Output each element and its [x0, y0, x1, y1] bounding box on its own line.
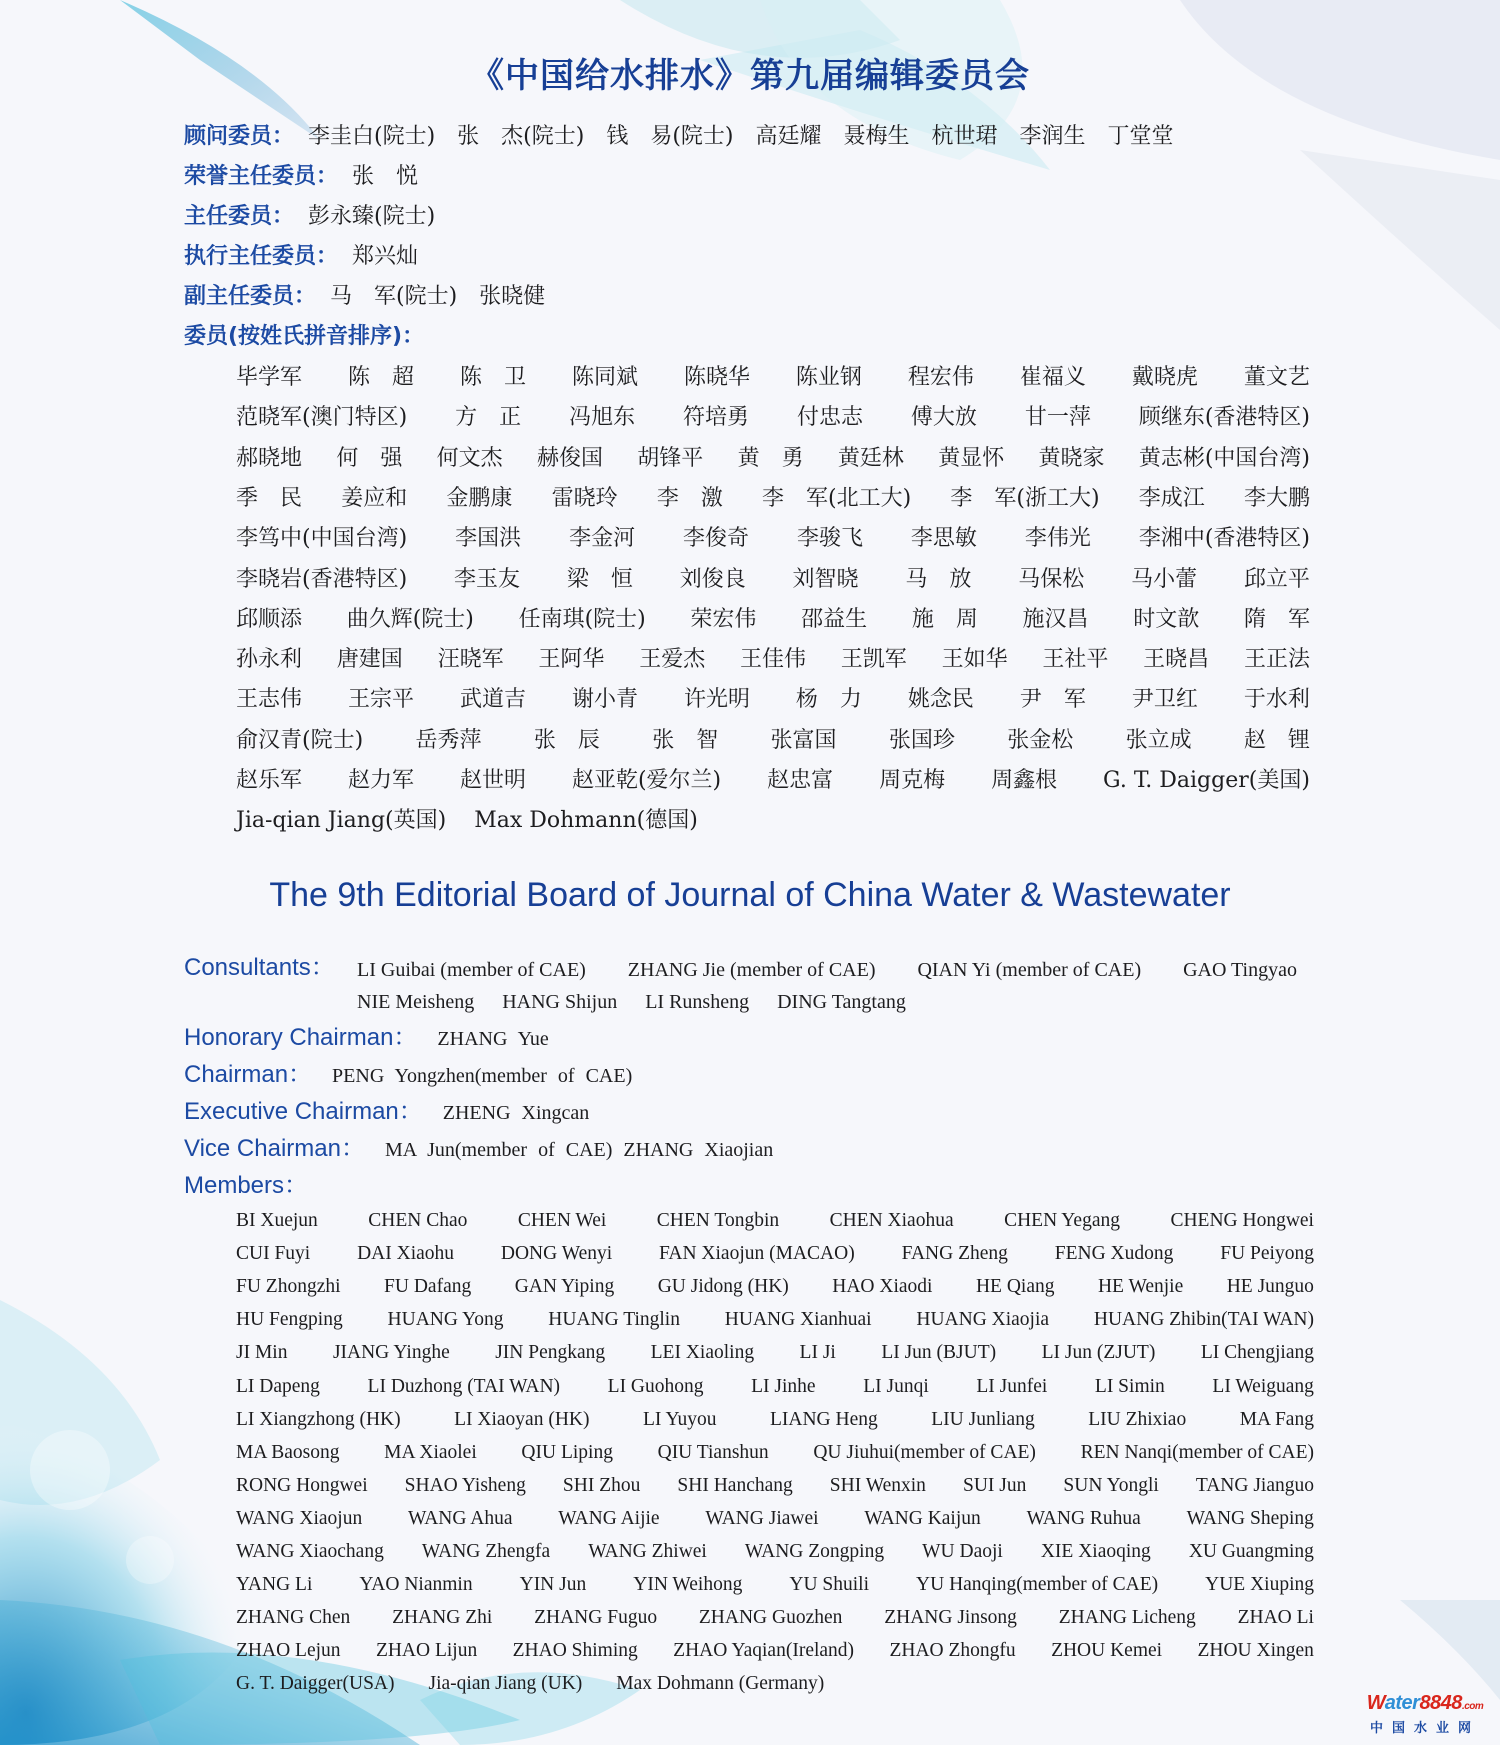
member-name: 范晓军(澳门特区): [236, 405, 408, 431]
member-name: GU Jidong (HK): [657, 1276, 789, 1298]
member-line: [236, 642, 1310, 678]
member-name: 邵益生: [801, 606, 868, 632]
member-name: 马小蕾: [1131, 566, 1198, 592]
logo-subtitle: 中国水业网: [1369, 1720, 1480, 1735]
member-name: 邱立平: [1243, 566, 1310, 592]
member-name: 付忠志: [796, 405, 863, 431]
member-line: [236, 400, 1310, 436]
cn-row-executive: [184, 240, 418, 274]
member-name: ZHANG Fuguo: [534, 1607, 658, 1629]
member-name: 李成江: [1138, 485, 1205, 511]
en-label: Chairman：: [184, 1061, 313, 1088]
member-name: 季 民: [236, 485, 303, 511]
en-label: Honorary Chairman：: [184, 1024, 418, 1051]
member-name: 方 正: [455, 405, 522, 431]
member-name: WANG Xiaojun: [236, 1507, 363, 1529]
member-name: 王凯军: [840, 647, 907, 673]
member-name: QIAN Yi (member of CAE): [917, 959, 1142, 981]
member-line: [236, 1270, 1314, 1303]
en-row-vice: [184, 1133, 773, 1165]
member-name: 赵乐军: [236, 768, 303, 793]
member-name: 董文艺: [1243, 365, 1310, 390]
member-line: [236, 682, 1310, 718]
member-name: CHEN Tongbin: [656, 1210, 780, 1231]
member-name: LI Duzhong (TAI WAN): [367, 1375, 561, 1397]
member-name: HE Wenjie: [1097, 1276, 1184, 1298]
member-name: 张富国: [770, 727, 837, 753]
member-name: 黄显怀: [938, 445, 1005, 471]
member-name: 傅大放: [910, 405, 977, 431]
member-name: 张 辰: [533, 727, 600, 753]
member-name: REN Nanqi(member of CAE): [1080, 1441, 1314, 1463]
member-name: ZHANG Chen: [236, 1607, 351, 1629]
member-name: 尹 军: [1019, 687, 1086, 713]
member-name: WANG Zhiwei: [588, 1541, 707, 1562]
member-name: 何 强: [336, 445, 403, 471]
en-value: MA Jun(member of CAE) ZHANG Xiaojian: [384, 1139, 774, 1161]
member-name: 陈 卫: [459, 365, 526, 390]
member-name: 周克梅: [879, 768, 946, 793]
member-name: TANG Jianguo: [1195, 1474, 1314, 1496]
en-row-consultants: [184, 952, 355, 984]
member-line: [357, 954, 1297, 986]
member-name: ZHANG Jie (member of CAE): [627, 959, 876, 981]
member-name: CHEN Wei: [517, 1210, 607, 1231]
member-name: 施汉昌: [1022, 606, 1089, 632]
member-name: 戴晓虎: [1131, 365, 1198, 390]
member-name: Jia-qian Jiang(英国): [236, 808, 447, 834]
member-name: 于水利: [1243, 687, 1310, 713]
member-name: 赵世明: [459, 768, 526, 793]
member-name: 赫俊国: [536, 445, 603, 471]
member-name: HAO Xiaodi: [832, 1276, 933, 1298]
member-name: 许光明: [683, 687, 750, 713]
member-name: LI Simin: [1094, 1375, 1165, 1397]
member-line: [236, 1535, 1314, 1568]
member-line: [357, 986, 1297, 1018]
member-name: 王如华: [941, 647, 1008, 673]
member-name: 马 放: [905, 566, 972, 592]
member-name: ZHANG Licheng: [1058, 1607, 1196, 1629]
member-name: SHI Wenxin: [829, 1474, 926, 1496]
member-name: 李国洪: [455, 526, 522, 552]
en-value: ZHANG Yue: [437, 1028, 549, 1050]
member-name: CUI Fuyi: [236, 1243, 311, 1265]
member-name: YU Shuili: [789, 1574, 870, 1596]
member-name: 黄晓家: [1038, 445, 1105, 471]
member-name: 李伟光: [1024, 526, 1091, 552]
member-name: 黄 勇: [737, 445, 804, 471]
member-line: [236, 1403, 1314, 1436]
cn-value: 郑兴灿: [352, 244, 419, 269]
logo-domain: .com: [1461, 1701, 1484, 1712]
cn-label: 委员(按姓氏拼音排序)：: [184, 324, 425, 349]
english-title: The 9th Editorial Board of Journal of China Water & Wastewater: [269, 876, 1231, 914]
member-name: 王宗平: [347, 687, 414, 713]
member-name: 邱顺添: [236, 606, 303, 632]
member-name: FENG Xudong: [1054, 1243, 1174, 1265]
cn-value: 马 军(院士) 张晓健: [330, 284, 546, 309]
member-line: [236, 562, 1310, 598]
member-name: ZHANG Guozhen: [698, 1607, 843, 1629]
member-name: HE Qiang: [975, 1276, 1055, 1298]
member-name: WANG Ruhua: [1026, 1507, 1141, 1529]
member-name: 王阿华: [538, 647, 605, 673]
member-name: 金鹏康: [446, 485, 513, 511]
member-name: LEI Xiaoling: [650, 1342, 755, 1364]
member-name: ZHAO Lijun: [375, 1640, 478, 1662]
member-name: 尹卫红: [1131, 687, 1198, 713]
member-name: YU Hanqing(member of CAE): [916, 1574, 1159, 1596]
member-name: HUANG Zhibin(TAI WAN): [1093, 1309, 1314, 1331]
member-name: 崔福义: [1019, 365, 1086, 390]
en-value: ZHENG Xingcan: [442, 1102, 590, 1124]
member-name: 周鑫根: [991, 768, 1058, 793]
member-name: CHENG Hongwei: [1170, 1210, 1314, 1231]
cn-label: 主任委员：: [184, 204, 295, 229]
member-name: HUANG Xiaojia: [916, 1309, 1050, 1331]
member-name: CHEN Xiaohua: [829, 1210, 954, 1231]
member-name: 姜应和: [341, 485, 408, 511]
member-name: 马保松: [1018, 566, 1085, 592]
en-label: Consultants：: [184, 954, 335, 981]
member-name: LI Weiguang: [1212, 1375, 1314, 1397]
member-name: HUANG Xianhuai: [724, 1309, 872, 1331]
en-row-members-heading: [184, 1170, 328, 1202]
member-name: HANG Shijun: [502, 991, 618, 1013]
member-line: [236, 1370, 1314, 1403]
member-name: 张立成: [1125, 727, 1192, 753]
member-name: LI Junfei: [976, 1375, 1048, 1397]
member-name: 王晓昌: [1143, 647, 1210, 673]
member-name: 雷晓玲: [551, 485, 618, 511]
chinese-title: 《中国给水排水》第九届编辑委员会: [470, 56, 1030, 96]
member-name: HE Junguo: [1226, 1276, 1314, 1298]
member-line: [236, 1303, 1314, 1336]
member-name: JIN Pengkang: [495, 1342, 606, 1364]
member-name: Max Dohmann (Germany): [616, 1673, 825, 1695]
member-line: [236, 1601, 1314, 1634]
member-name: 李 军(北工大): [762, 485, 912, 511]
member-name: LI Junqi: [863, 1375, 929, 1397]
member-name: 梁 恒: [566, 566, 633, 592]
member-name: 赵亚乾(爱尔兰): [571, 768, 722, 793]
cn-row-honorary: [184, 160, 418, 194]
member-name: JI Min: [236, 1342, 288, 1364]
member-name: WANG Sheping: [1186, 1507, 1314, 1529]
member-line: [236, 1667, 1314, 1700]
member-name: 张金松: [1007, 727, 1074, 753]
member-name: LI Dapeng: [236, 1375, 320, 1397]
member-line: [236, 1469, 1314, 1502]
member-name: MA Xiaolei: [384, 1441, 477, 1463]
member-line: [236, 481, 1310, 517]
member-name: FU Dafang: [384, 1276, 472, 1298]
member-name: 王志伟: [236, 687, 303, 713]
member-name: XIE Xiaoqing: [1040, 1541, 1151, 1562]
member-name: 张 智: [652, 727, 719, 753]
cn-value: 李圭白(院士) 张 杰(院士) 钱 易(院士) 高廷耀 聂梅生 杭世珺 李润生 丁堂堂: [308, 124, 1174, 149]
member-name: 王社平: [1042, 647, 1109, 673]
member-name: LI Ji: [799, 1342, 836, 1364]
en-label: Vice Chairman：: [184, 1135, 365, 1162]
member-name: DAI Xiaohu: [357, 1243, 455, 1265]
member-line: [236, 1336, 1314, 1369]
member-name: 刘俊良: [679, 566, 746, 592]
logo-wordmark: [1360, 1691, 1490, 1719]
cn-label: 执行主任委员：: [184, 244, 339, 269]
logo-wordmark-tail: 8848: [1419, 1692, 1462, 1714]
member-name: 孙永利: [236, 647, 303, 673]
member-name: HU Fengping: [236, 1309, 343, 1331]
member-line: [236, 1436, 1314, 1469]
water8848-logo[interactable]: [1360, 1691, 1490, 1737]
member-name: BI Xuejun: [236, 1210, 318, 1231]
member-name: LI Jinhe: [751, 1375, 816, 1397]
member-name: QU Jiuhui(member of CAE): [813, 1441, 1036, 1463]
cn-row-consultants: [184, 120, 1174, 154]
member-name: NIE Meisheng: [357, 991, 475, 1013]
en-row-chairman: [184, 1059, 632, 1091]
member-name: ZHANG Jinsong: [884, 1607, 1017, 1629]
member-name: 顾继东(香港特区): [1138, 405, 1310, 431]
member-name: LI Jun (ZJUT): [1041, 1342, 1156, 1364]
member-name: 张国珍: [888, 727, 955, 753]
member-name: 黄志彬(中国台湾): [1138, 445, 1310, 471]
member-line: [236, 1204, 1314, 1237]
member-name: 陈 超: [347, 365, 414, 390]
member-name: 陈晓华: [683, 365, 750, 390]
member-name: 唐建国: [336, 647, 403, 673]
member-line: [236, 1568, 1314, 1601]
member-name: FU Peiyong: [1220, 1243, 1314, 1265]
member-name: 荣宏伟: [690, 606, 757, 632]
member-name: GAN Yiping: [514, 1276, 615, 1298]
member-name: LI Guibai (member of CAE): [357, 959, 586, 981]
member-name: ZHAO Li: [1237, 1607, 1314, 1629]
member-name: QIU Tianshun: [657, 1441, 769, 1463]
member-name: LI Runsheng: [645, 991, 750, 1013]
cn-label: 副主任委员：: [184, 284, 317, 309]
member-name: 陈业钢: [795, 365, 862, 390]
en-row-executive: [184, 1096, 589, 1128]
cn-row-members-heading: [184, 320, 438, 354]
member-name: 李晓岩(香港特区): [236, 566, 408, 592]
member-name: 符培勇: [683, 405, 750, 431]
member-name: 曲久辉(院士): [346, 606, 474, 632]
member-name: G. T. Daigger(USA): [236, 1673, 395, 1695]
member-name: LIU Zhixiao: [1088, 1408, 1187, 1430]
member-name: LI Jun (BJUT): [881, 1342, 997, 1364]
member-name: ZHANG Zhi: [392, 1607, 493, 1629]
member-line: [236, 360, 1310, 396]
member-name: ZHOU Kemei: [1051, 1640, 1163, 1662]
member-name: WANG Ahua: [407, 1507, 513, 1529]
en-value: PENG Yongzhen(member of CAE): [332, 1065, 633, 1087]
member-line: [236, 521, 1310, 557]
member-name: 王正法: [1243, 647, 1310, 673]
en-label: Members：: [184, 1172, 309, 1199]
member-name: 汪晓军: [437, 647, 504, 673]
member-name: DONG Wenyi: [500, 1243, 613, 1265]
member-name: 武道吉: [459, 687, 526, 713]
member-name: Jia-qian Jiang (UK): [428, 1673, 583, 1695]
member-name: ZHOU Xingen: [1197, 1640, 1314, 1662]
member-name: 陈同斌: [571, 365, 638, 390]
cn-label: 荣誉主任委员：: [184, 164, 339, 189]
member-name: WANG Zhengfa: [421, 1541, 551, 1562]
member-line: [236, 1502, 1314, 1535]
member-name: Max Dohmann(德国): [474, 808, 698, 834]
cn-row-vice: [184, 280, 545, 314]
member-name: SHAO Yisheng: [404, 1474, 526, 1496]
member-name: SHI Hanchang: [677, 1474, 793, 1496]
member-name: YANG Li: [236, 1574, 313, 1596]
member-name: CHEN Yegang: [1004, 1210, 1120, 1231]
member-name: FAN Xiaojun (MACAO): [659, 1243, 855, 1265]
member-name: LI Xiangzhong (HK): [236, 1408, 401, 1430]
member-name: 李俊奇: [683, 526, 750, 552]
member-name: YUE Xiuping: [1205, 1574, 1314, 1596]
member-name: 赵力军: [347, 768, 414, 793]
cn-row-chairman: [184, 200, 435, 234]
member-name: 胡锋平: [637, 445, 704, 471]
member-name: HUANG Tinglin: [548, 1309, 680, 1331]
member-line: [236, 1237, 1314, 1270]
cn-value: 张 悦: [352, 164, 419, 189]
member-name: LI Yuyou: [643, 1408, 717, 1430]
member-name: 郝晓地: [236, 445, 303, 471]
member-name: 王爱杰: [639, 647, 706, 673]
member-line: [236, 1634, 1314, 1667]
member-name: LIU Junliang: [931, 1408, 1035, 1430]
en-row-honorary: [184, 1022, 549, 1054]
member-name: LI Xiaoyan (HK): [454, 1408, 590, 1430]
member-name: HUANG Yong: [387, 1309, 504, 1331]
member-name: 赵 锂: [1243, 727, 1310, 753]
member-name: 谢小青: [571, 687, 638, 713]
member-line: [236, 763, 1310, 799]
member-name: 甘一萍: [1024, 405, 1091, 431]
member-name: MA Fang: [1239, 1408, 1314, 1430]
member-name: FANG Zheng: [901, 1243, 1008, 1265]
member-name: WU Daoji: [922, 1541, 1003, 1562]
member-name: 隋 军: [1243, 606, 1310, 632]
en-label: Executive Chairman：: [184, 1098, 423, 1125]
member-name: SUN Yongli: [1063, 1474, 1159, 1496]
member-name: 李 激: [656, 485, 723, 511]
member-name: 毕学军: [236, 365, 303, 390]
member-name: CHEN Chao: [368, 1210, 468, 1231]
member-name: LIANG Heng: [769, 1408, 878, 1430]
member-name: SUI Jun: [962, 1474, 1027, 1496]
cn-label: 顾问委员：: [184, 124, 295, 149]
member-name: 俞汉青(院士): [236, 727, 364, 753]
member-name: 李湘中(香港特区): [1138, 526, 1310, 552]
member-name: YIN Weihong: [633, 1574, 743, 1596]
member-line: [236, 602, 1310, 638]
member-name: 时文歆: [1133, 606, 1200, 632]
member-name: 黄廷林: [837, 445, 904, 471]
member-name: GAO Tingyao: [1183, 959, 1297, 981]
member-name: 李 军(浙工大): [950, 485, 1100, 511]
member-name: JIANG Yinghe: [332, 1342, 450, 1364]
member-name: 李玉友: [454, 566, 521, 592]
member-line: [236, 803, 1310, 839]
member-name: FU Zhongzhi: [236, 1276, 341, 1298]
member-name: ZHAO Zhongfu: [889, 1640, 1016, 1662]
logo-wordmark-blue: ater: [1384, 1692, 1420, 1714]
member-name: WANG Kaijun: [864, 1507, 981, 1529]
member-name: 李大鹏: [1243, 485, 1310, 511]
member-name: 岳秀萍: [415, 727, 482, 753]
member-name: WANG Jiawei: [705, 1507, 819, 1529]
member-name: QIU Liping: [521, 1441, 613, 1463]
member-name: 李骏飞: [796, 526, 863, 552]
member-name: RONG Hongwei: [236, 1474, 368, 1496]
member-name: 程宏伟: [907, 365, 974, 390]
member-name: WANG Aijie: [558, 1507, 660, 1529]
member-line: [236, 723, 1310, 759]
member-name: 李思敏: [910, 526, 977, 552]
member-name: 李金河: [569, 526, 636, 552]
member-name: 赵忠富: [767, 768, 834, 793]
member-name: MA Baosong: [236, 1441, 340, 1463]
member-name: ZHAO Lejun: [236, 1640, 341, 1662]
member-name: WANG Xiaochang: [236, 1541, 384, 1562]
member-name: 姚念民: [907, 687, 974, 713]
member-line: [236, 441, 1310, 477]
member-name: XU Guangming: [1188, 1541, 1314, 1562]
member-name: YAO Nianmin: [359, 1574, 473, 1596]
member-name: DING Tangtang: [777, 991, 906, 1013]
member-name: 任南琪(院士): [518, 606, 646, 632]
member-name: 施 周: [911, 606, 978, 632]
member-name: LI Guohong: [607, 1375, 704, 1397]
member-name: YIN Jun: [519, 1574, 587, 1596]
member-name: 李笃中(中国台湾): [236, 526, 408, 552]
member-name: ZHAO Yaqian(Ireland): [673, 1640, 855, 1662]
member-name: SHI Zhou: [562, 1474, 641, 1496]
member-name: 王佳伟: [739, 647, 806, 673]
member-name: 冯旭东: [569, 405, 636, 431]
member-name: LI Chengjiang: [1200, 1342, 1314, 1364]
member-name: 刘智晓: [792, 566, 859, 592]
member-name: G. T. Daigger(美国): [1103, 768, 1310, 793]
member-name: 何文杰: [436, 445, 503, 471]
member-name: 杨 力: [795, 687, 862, 713]
member-name: ZHAO Shiming: [512, 1640, 638, 1662]
logo-wordmark-red: W: [1366, 1692, 1385, 1714]
cn-value: 彭永臻(院士): [308, 204, 436, 229]
member-name: WANG Zongping: [744, 1541, 885, 1562]
